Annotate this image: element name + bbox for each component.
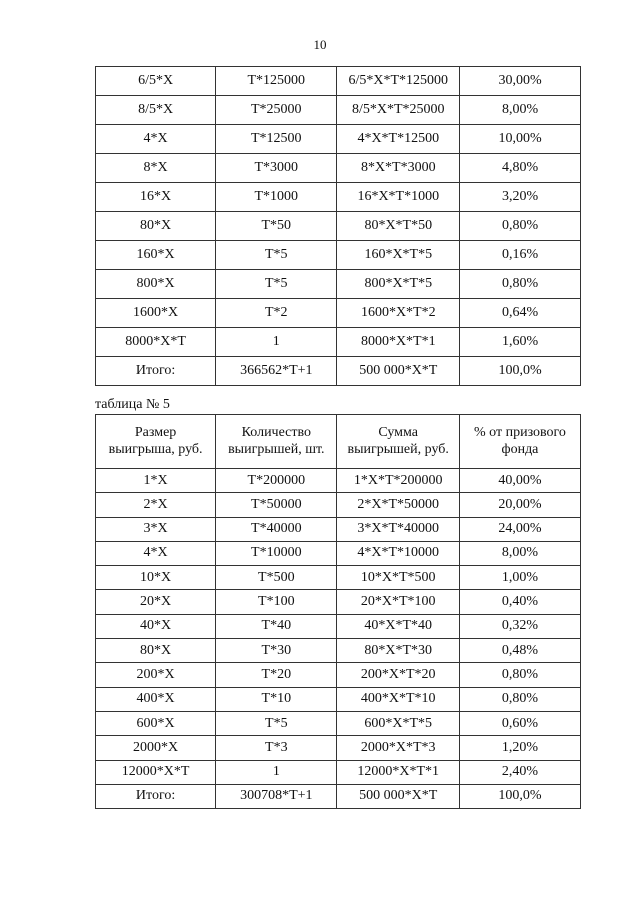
table-cell: T*25000 bbox=[216, 96, 337, 125]
table-row bbox=[96, 154, 581, 183]
table-cell: 500 000*X*T bbox=[337, 784, 459, 808]
table-4-body bbox=[96, 67, 581, 386]
prize-table-5 bbox=[95, 414, 581, 809]
table-cell: 4*X*T*10000 bbox=[337, 541, 459, 565]
table-cell: 0,48% bbox=[459, 639, 580, 663]
column-header-line: фонда bbox=[501, 441, 539, 457]
table-row bbox=[96, 566, 581, 590]
table-cell: 8,00% bbox=[459, 541, 580, 565]
table-row bbox=[96, 212, 581, 241]
table-total-row bbox=[96, 357, 581, 386]
table-cell: 8*X*T*3000 bbox=[337, 154, 460, 183]
table-cell: 1600*X bbox=[96, 299, 216, 328]
table-cell: 1,20% bbox=[459, 736, 580, 760]
table-cell: T*5 bbox=[216, 270, 337, 299]
table-cell: T*50 bbox=[216, 212, 337, 241]
table-cell: T*20 bbox=[216, 663, 337, 687]
table-cell: 3,20% bbox=[460, 183, 581, 212]
table-row bbox=[96, 125, 581, 154]
column-header bbox=[216, 415, 337, 469]
table-cell: 3*X*T*40000 bbox=[337, 517, 459, 541]
table-cell: 800*X bbox=[96, 270, 216, 299]
table-row bbox=[96, 760, 581, 784]
table-cell: T*40000 bbox=[216, 517, 337, 541]
table-cell: T*30 bbox=[216, 639, 337, 663]
table-cell: 1,60% bbox=[460, 328, 581, 357]
table-row bbox=[96, 639, 581, 663]
table-header-row bbox=[96, 415, 581, 469]
table-row bbox=[96, 270, 581, 299]
table-row bbox=[96, 614, 581, 638]
table-cell: T*40 bbox=[216, 614, 337, 638]
table-cell: 80*X bbox=[96, 212, 216, 241]
table-cell: 8*X bbox=[96, 154, 216, 183]
table-cell: 1 bbox=[216, 328, 337, 357]
table-cell: 8000*X*T bbox=[96, 328, 216, 357]
table-cell: 6/5*X*T*125000 bbox=[337, 67, 460, 96]
table-cell: 8000*X*T*1 bbox=[337, 328, 460, 357]
table-cell: 8/5*X*T*25000 bbox=[337, 96, 460, 125]
table-row bbox=[96, 241, 581, 270]
table-cell: 1 bbox=[216, 760, 337, 784]
table-cell: 200*X bbox=[96, 663, 216, 687]
table-cell: T*10 bbox=[216, 687, 337, 711]
table-cell: 0,64% bbox=[460, 299, 581, 328]
table-cell: T*3 bbox=[216, 736, 337, 760]
table-cell: T*10000 bbox=[216, 541, 337, 565]
table-cell: 2*X bbox=[96, 493, 216, 517]
table-cell: 4*X bbox=[96, 125, 216, 154]
table-row bbox=[96, 711, 581, 735]
table-cell: 0,80% bbox=[459, 687, 580, 711]
table-cell: 0,80% bbox=[460, 212, 581, 241]
table-cell: 366562*T+1 bbox=[216, 357, 337, 386]
table-cell: T*100 bbox=[216, 590, 337, 614]
table-cell: Итого: bbox=[96, 357, 216, 386]
table-row bbox=[96, 663, 581, 687]
table-cell: 100,0% bbox=[460, 357, 581, 386]
table-cell: 400*X*T*10 bbox=[337, 687, 459, 711]
table-5-caption: таблица № 5 bbox=[95, 397, 170, 412]
table-cell: T*500 bbox=[216, 566, 337, 590]
table-cell: 10,00% bbox=[460, 125, 581, 154]
table-cell: 20*X bbox=[96, 590, 216, 614]
table-cell: 10*X bbox=[96, 566, 216, 590]
table-row bbox=[96, 96, 581, 125]
table-row bbox=[96, 469, 581, 493]
table-row bbox=[96, 299, 581, 328]
table-cell: 80*X bbox=[96, 639, 216, 663]
table-row bbox=[96, 541, 581, 565]
table-cell: T*5 bbox=[216, 241, 337, 270]
table-cell: 16*X*T*1000 bbox=[337, 183, 460, 212]
table-cell: 40*X*T*40 bbox=[337, 614, 459, 638]
table-cell: 8,00% bbox=[460, 96, 581, 125]
column-header-line: Количество bbox=[241, 425, 312, 441]
table-cell: 30,00% bbox=[460, 67, 581, 96]
table-cell: 80*X*T*50 bbox=[337, 212, 460, 241]
table-cell: T*1000 bbox=[216, 183, 337, 212]
page-number: 10 bbox=[313, 37, 327, 52]
prize-table-4-continued bbox=[95, 66, 581, 386]
table-cell: 4*X bbox=[96, 541, 216, 565]
table-cell: 4*X*T*12500 bbox=[337, 125, 460, 154]
column-header-line: выигрышей, шт. bbox=[228, 441, 325, 457]
table-cell: 40,00% bbox=[459, 469, 580, 493]
table-cell: T*12500 bbox=[216, 125, 337, 154]
table-cell: 0,80% bbox=[459, 663, 580, 687]
table-cell: T*5 bbox=[216, 711, 337, 735]
table-cell: 2000*X bbox=[96, 736, 216, 760]
table-cell: 16*X bbox=[96, 183, 216, 212]
column-header-line: Размер bbox=[134, 425, 177, 441]
table-cell: 20,00% bbox=[459, 493, 580, 517]
table-cell: T*125000 bbox=[216, 67, 337, 96]
table-cell: 160*X bbox=[96, 241, 216, 270]
column-header bbox=[337, 415, 459, 469]
table-cell: 4,80% bbox=[460, 154, 581, 183]
table-cell: 12000*X*T*1 bbox=[337, 760, 459, 784]
column-header bbox=[96, 415, 216, 469]
table-row bbox=[96, 328, 581, 357]
table-cell: T*200000 bbox=[216, 469, 337, 493]
table-cell: 1,00% bbox=[459, 566, 580, 590]
table-cell: 160*X*T*5 bbox=[337, 241, 460, 270]
table-cell: 8/5*X bbox=[96, 96, 216, 125]
column-header-line: Сумма bbox=[378, 425, 419, 441]
table-cell: 600*X*T*5 bbox=[337, 711, 459, 735]
table-row bbox=[96, 67, 581, 96]
table-cell: 6/5*X bbox=[96, 67, 216, 96]
table-cell: 1*X*T*200000 bbox=[337, 469, 459, 493]
table-cell: 2000*X*T*3 bbox=[337, 736, 459, 760]
table-cell: 200*X*T*20 bbox=[337, 663, 459, 687]
table-cell: 0,80% bbox=[460, 270, 581, 299]
table-cell: 800*X*T*5 bbox=[337, 270, 460, 299]
table-cell: 600*X bbox=[96, 711, 216, 735]
table-cell: 10*X*T*500 bbox=[337, 566, 459, 590]
table-cell: 1*X bbox=[96, 469, 216, 493]
table-cell: 1600*X*T*2 bbox=[337, 299, 460, 328]
table-cell: 0,32% bbox=[459, 614, 580, 638]
table-row bbox=[96, 687, 581, 711]
column-header-line: выигрышей, руб. bbox=[347, 441, 449, 457]
table-cell: Итого: bbox=[96, 784, 216, 808]
table-cell: 40*X bbox=[96, 614, 216, 638]
table-cell: 100,0% bbox=[459, 784, 580, 808]
table-cell: T*3000 bbox=[216, 154, 337, 183]
table-cell: 2*X*T*50000 bbox=[337, 493, 459, 517]
table-cell: 0,16% bbox=[460, 241, 581, 270]
table-row bbox=[96, 183, 581, 212]
column-header-line: выигрыша, руб. bbox=[108, 441, 203, 457]
table-cell: 80*X*T*30 bbox=[337, 639, 459, 663]
table-cell: T*2 bbox=[216, 299, 337, 328]
table-total-row bbox=[96, 784, 581, 808]
table-row bbox=[96, 493, 581, 517]
table-cell: 3*X bbox=[96, 517, 216, 541]
table-cell: 2,40% bbox=[459, 760, 580, 784]
table-row bbox=[96, 590, 581, 614]
table-cell: 300708*T+1 bbox=[216, 784, 337, 808]
table-5-body bbox=[96, 415, 581, 809]
table-cell: 20*X*T*100 bbox=[337, 590, 459, 614]
table-row bbox=[96, 517, 581, 541]
column-header bbox=[459, 415, 580, 469]
table-cell: 12000*X*T bbox=[96, 760, 216, 784]
table-cell: 500 000*X*T bbox=[337, 357, 460, 386]
column-header-line: % от призового bbox=[473, 425, 566, 441]
table-cell: 0,60% bbox=[459, 711, 580, 735]
table-cell: 24,00% bbox=[459, 517, 580, 541]
table-cell: 0,40% bbox=[459, 590, 580, 614]
table-row bbox=[96, 736, 581, 760]
table-cell: 400*X bbox=[96, 687, 216, 711]
table-cell: T*50000 bbox=[216, 493, 337, 517]
